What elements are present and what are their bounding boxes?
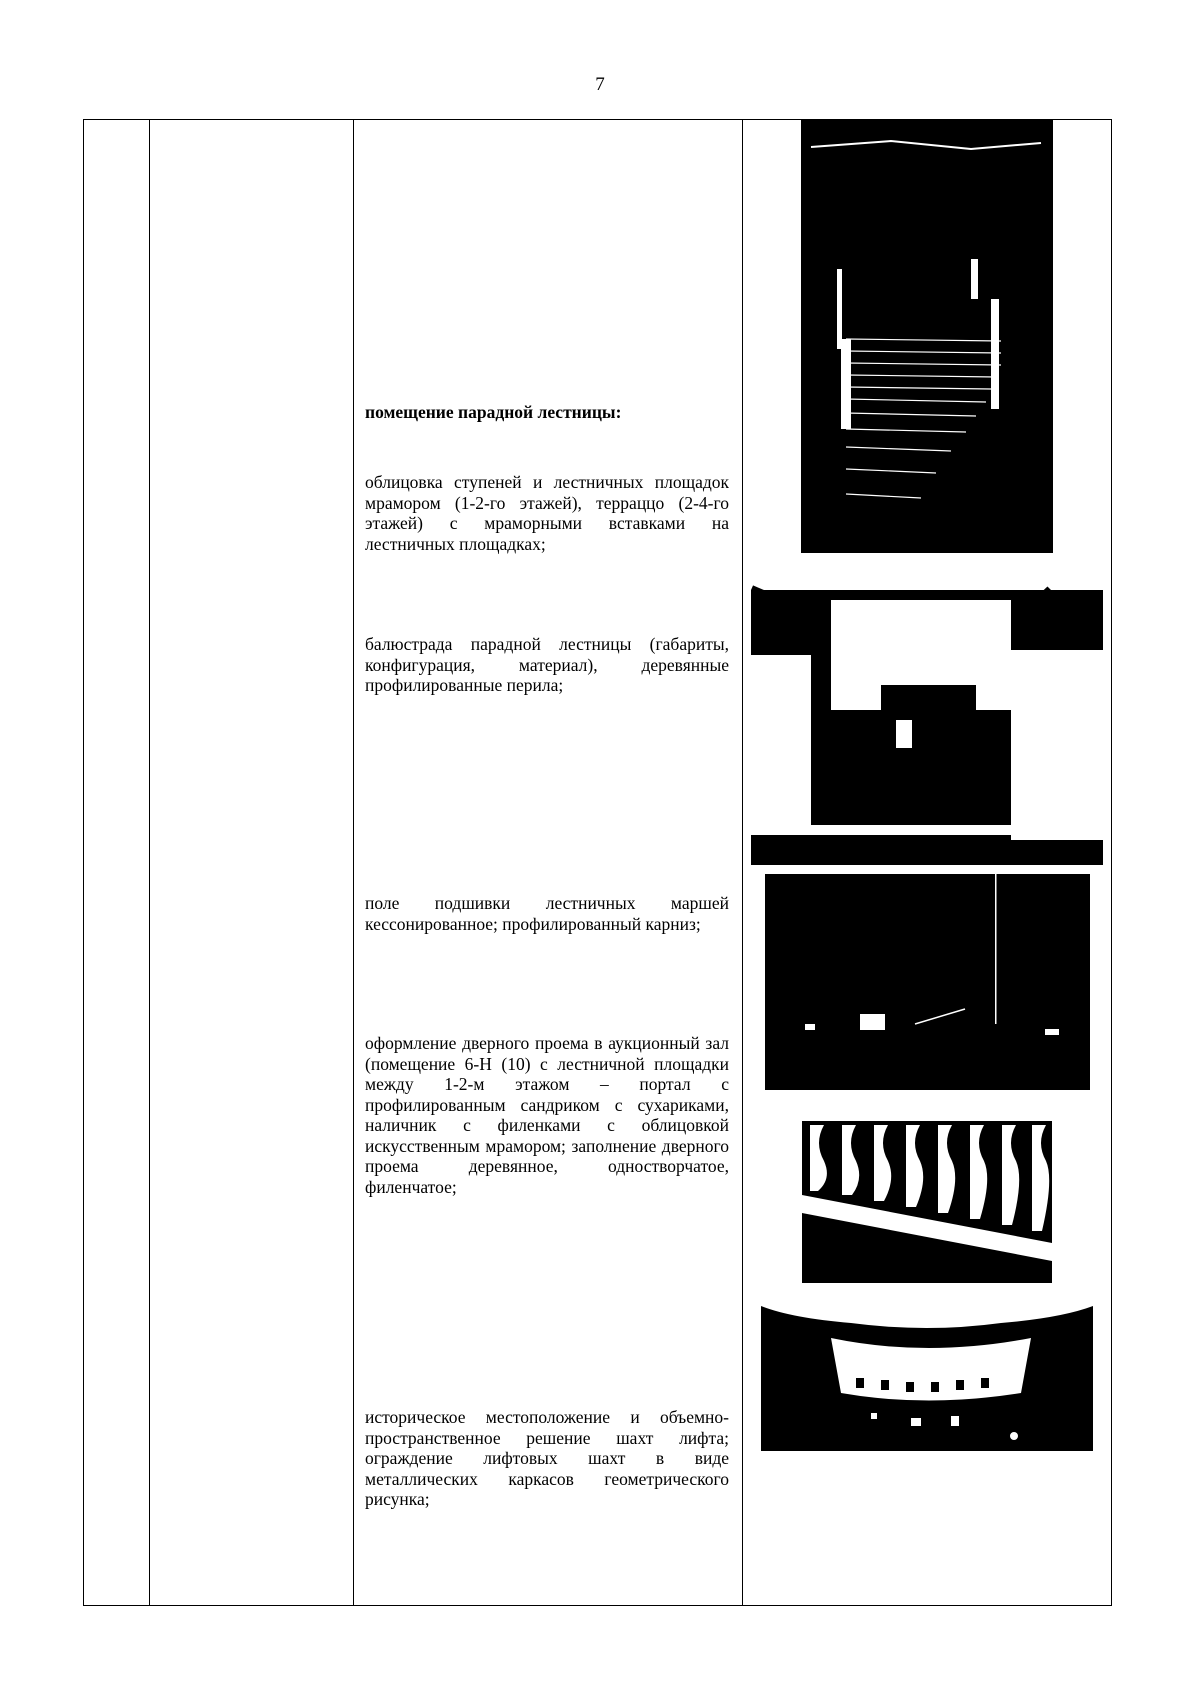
item-lift-shafts: историческое местоположение и объемно-пространственное решение шахт лифта; ограждение лифтовых шахт в виде металлических каркасов геометрического рисунка;: [365, 1407, 729, 1509]
column-divider-2: [353, 119, 354, 1606]
column-divider-3: [742, 119, 743, 1606]
photo-staircase-hall: [801, 119, 1053, 553]
photo-cornice: [761, 1298, 1093, 1451]
photo-balustrade: [802, 1103, 1052, 1283]
column-divider-1: [149, 119, 150, 1606]
section-heading: помещение парадной лестницы:: [365, 402, 622, 422]
item-coffered-soffit: поле подшивки лестничных маршей кессонированное; профилированный карниз;: [365, 893, 729, 934]
page-number: 7: [595, 74, 605, 95]
item-doorway: оформление дверного проема в аукционный зал (помещение 6-Н (10) с лестничной площадки между 1-2-м этажом – портал с профилированным сандриком с сухариками, наличник с филенками с облицовкой искусственным мрамором; заполнение дверного проема деревянное, одностворчатое, филенчатое;: [365, 1033, 729, 1197]
item-marble-cladding: облицовка ступеней и лестничных площадок мрамором (1-2-го этажей), терраццо (2-4-го этажей) с мраморными вставками на лестничных площадках;: [365, 472, 729, 554]
item-balustrade: балюстрада парадной лестницы (габариты, конфигурация, материал), деревянные профилированные перила;: [365, 634, 729, 695]
photo-coffered-ceiling: [765, 874, 1090, 1090]
photo-doorway-portal: [751, 560, 1103, 865]
